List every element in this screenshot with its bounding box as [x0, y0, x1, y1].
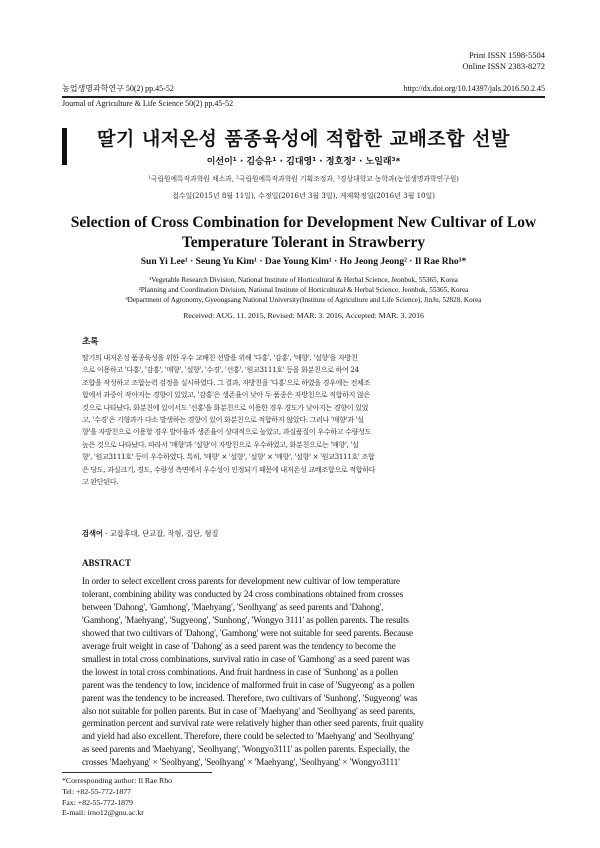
abstract-ko-line: 조합을 작성하고 조합능력 검정을 실시하였다. 그 결과, 자방친을 '다홍'으로 하였을 경우에는 전체조	[82, 377, 371, 387]
abstract-english	[82, 575, 522, 769]
abstract-en-line: In order to select excellent cross parents for development new cultivar of low temperature	[82, 576, 400, 586]
abstract-en-heading: ABSTRACT	[82, 558, 132, 568]
title-english	[62, 213, 545, 253]
abstract-ko-line: 향'을 자방친으로 이용할 경우 발아율과 생존율이 상대적으로 높았고, 과실품질이 우수하고 수량성도	[82, 427, 372, 437]
affiliation-2: ²Planning and Coordination Division, National Institute of Horticultural & Herbal Science, Jeonbuk, 55365, Korea	[138, 286, 469, 294]
title-english-line-2: Temperature Tolerant in Strawberry	[181, 234, 426, 251]
title-english-line-1: Selection of Cross Combination for Development New Cultivar of Low	[70, 214, 537, 231]
abstract-ko-line: 으로 이용하고 '다홍', '감홍', '매향', '설향', '수경', '선홍', '원교3111호' 등을 화분친으로 하여 24	[82, 365, 359, 375]
footnote-rule	[62, 772, 212, 773]
issn-block	[285, 50, 545, 72]
journal-header	[62, 83, 545, 94]
abstract-en-line: tolerant, combining ability was conducted by 24 cross combinations obtained from crosses	[82, 588, 404, 599]
print-issn: Print ISSN 1598-5504	[468, 50, 545, 60]
abstract-en-line: between 'Dahong', 'Gamhong', 'Maehyang', 'Seolhyang' as seed parents and 'Dahong',	[82, 601, 384, 612]
abstract-ko-line: 고 판단된다.	[82, 477, 119, 487]
online-issn: Online ISSN 2383-8272	[462, 61, 545, 71]
keywords-text: - 교잡후대, 단교잡, 작형, 집단, 형질	[102, 529, 219, 538]
abstract-ko-line: 높은 것으로 나타났다. 따라서 '매향'과 '설향'이 자방친으로 우수하였고, 화분친으로는 '매향', '설	[82, 439, 359, 449]
affiliation-3: ³Department of Agronomy, Gyeongsang National University(Institute of Agriculture and Life Science), JinJu, 52828, Korea	[125, 296, 482, 304]
abstract-en-line: also not suitable for pollen parents. But in case of 'Maehyang' and 'Seolhyang' as seed parents,	[82, 705, 416, 716]
abstract-en-line: smallest in total cross combinations, survival ratio in case of 'Gamhong' as a seed parent was	[82, 653, 410, 664]
abstract-en-line: and yield had also excellent. Therefore, there could be selected to 'Maehyang' and 'Seolhyang'	[82, 731, 415, 742]
abstract-ko-line: 향', '원교3111호' 등이 우수하였다. 특히, '매향' × '설향', '설향' × '매향', '설향' × '원교3111호' 조합	[82, 452, 375, 462]
keywords-label: 검색어	[82, 529, 103, 538]
authors-english: Sun Yi Lee¹ · Seung Yu Kim¹ · Dae Young Kim¹ · Ho Jeong Jeong² · Il Rae Rho³*	[140, 257, 467, 267]
abstract-en-line: 'Gamhong', 'Maehyang', 'Sugyeong', 'Sunhong', 'Wongyo 3111' as pollen parents. The results	[82, 614, 409, 625]
author-fax: Fax: +82-55-772-1879	[62, 797, 133, 807]
doi-link[interactable]: http://dx.doi.org/10.14397/jals.2016.50.2.45	[403, 84, 545, 93]
abstract-en-line: the lowest in total cross combinations. And fruit hardness in case of 'Sunhong' as a pollen	[82, 666, 398, 677]
abstract-ko-line: 은 당도, 과실크기, 경도, 수량성 측면에서 우수성이 인정되기 때문에 내저온성 교배조합으로 적합하다	[82, 464, 376, 474]
abstract-en-line: average fruit weight in case of 'Dahong' as a seed parent was the tendency to become the	[82, 640, 396, 651]
abstract-en-line: parent was the tendency to be increased. Therefore, two cultivars of 'Sunhong', 'Sugyeong' was	[82, 692, 418, 703]
journal-en: Journal of Agriculture & Life Science 50(2) pp.45-52	[62, 99, 234, 108]
corresponding-author: *Corresponding author: Il Rae Rho	[62, 776, 173, 785]
keywords	[82, 529, 218, 539]
author-tel: Tel: +82-55-772-1877	[62, 786, 132, 796]
title-korean: 딸기 내저온성 품종육성에 적합한 교배조합 선발	[97, 128, 510, 150]
abstract-ko-line: 것으로 나타났다. 화분친에 있어서도 '선홍'을 화분친으로 이용한 경우 경도가 낮아지는 경향이 있었	[82, 402, 369, 412]
abstract-en-line: as seed parents and 'Maehyang', 'Seolhyang', 'Wongyo3111' as pollen parents. Especially, the	[82, 744, 410, 755]
abstract-ko-line: 합에서 과중이 작아지는 경향이 있었고, '감홍'은 생존율이 낮아 두 품종은 자방친으로 적합하지 않은	[82, 390, 371, 400]
authors-korean: 이선이¹ · 김승유¹ · 김대영¹ · 정호정² · 노일래³*	[206, 157, 401, 167]
journal-ko: 농업생명과학연구 50(2) pp.45-52	[62, 84, 174, 93]
affiliations-korean: ¹국립원예특작과학원 채소과, ²국립원예특작과학원 기획조정과, ³경상대학교 농학과(농업생명과학연구원)	[148, 175, 459, 183]
affiliation-1: ¹Vegetable Research Division, National Institute of Horticultural & Herbal Science, Jeonbuk, 55365, Korea	[149, 276, 458, 284]
author-email[interactable]: E-mail: irno12@gnu.ac.kr	[62, 808, 144, 818]
abstract-en-line: crosses 'Maehyang' × 'Seolhyang', 'Seolhyang' × 'Maehyang', 'Seolhyang' × 'Wongyo3111'	[82, 757, 400, 768]
abstract-ko-line: 고, '수경'은 기형과가 다소 발생하는 경향이 있어 화분친으로 적합하지 않았다. 그러나 '매향'과 '설	[82, 415, 364, 425]
dates-korean: 접수일(2015년 8월 11일), 수정일(2016년 3월 3일), 게재확정일(2016년 3월 10일)	[172, 192, 435, 200]
footnote	[62, 776, 172, 819]
abstract-korean	[82, 352, 522, 488]
abstract-en-line: germination percent and survival rate were relatively higher than other seed parents, fruit quality	[82, 718, 424, 729]
abstract-ko-heading: 초록	[82, 337, 99, 347]
dates-english: Received: AUG. 11. 2015, Revised: MAR. 3. 2016, Accepted: MAR. 3. 2016	[183, 311, 424, 320]
abstract-en-line: parent was the tendency to low, incidence of malformed fruit in case of 'Sugyeong' as a pollen	[82, 679, 415, 690]
abstract-ko-line: 딸기의 내저온성 품종육성을 위한 우수 교배친 선발을 위해 '다홍', '감홍', '매향', '설향'을 자방친	[82, 353, 358, 362]
abstract-en-line: showed that two cultivars of 'Dahong', 'Gamhong' were not suitable for seed parents. Because	[82, 627, 413, 638]
affiliations-english	[62, 275, 545, 305]
